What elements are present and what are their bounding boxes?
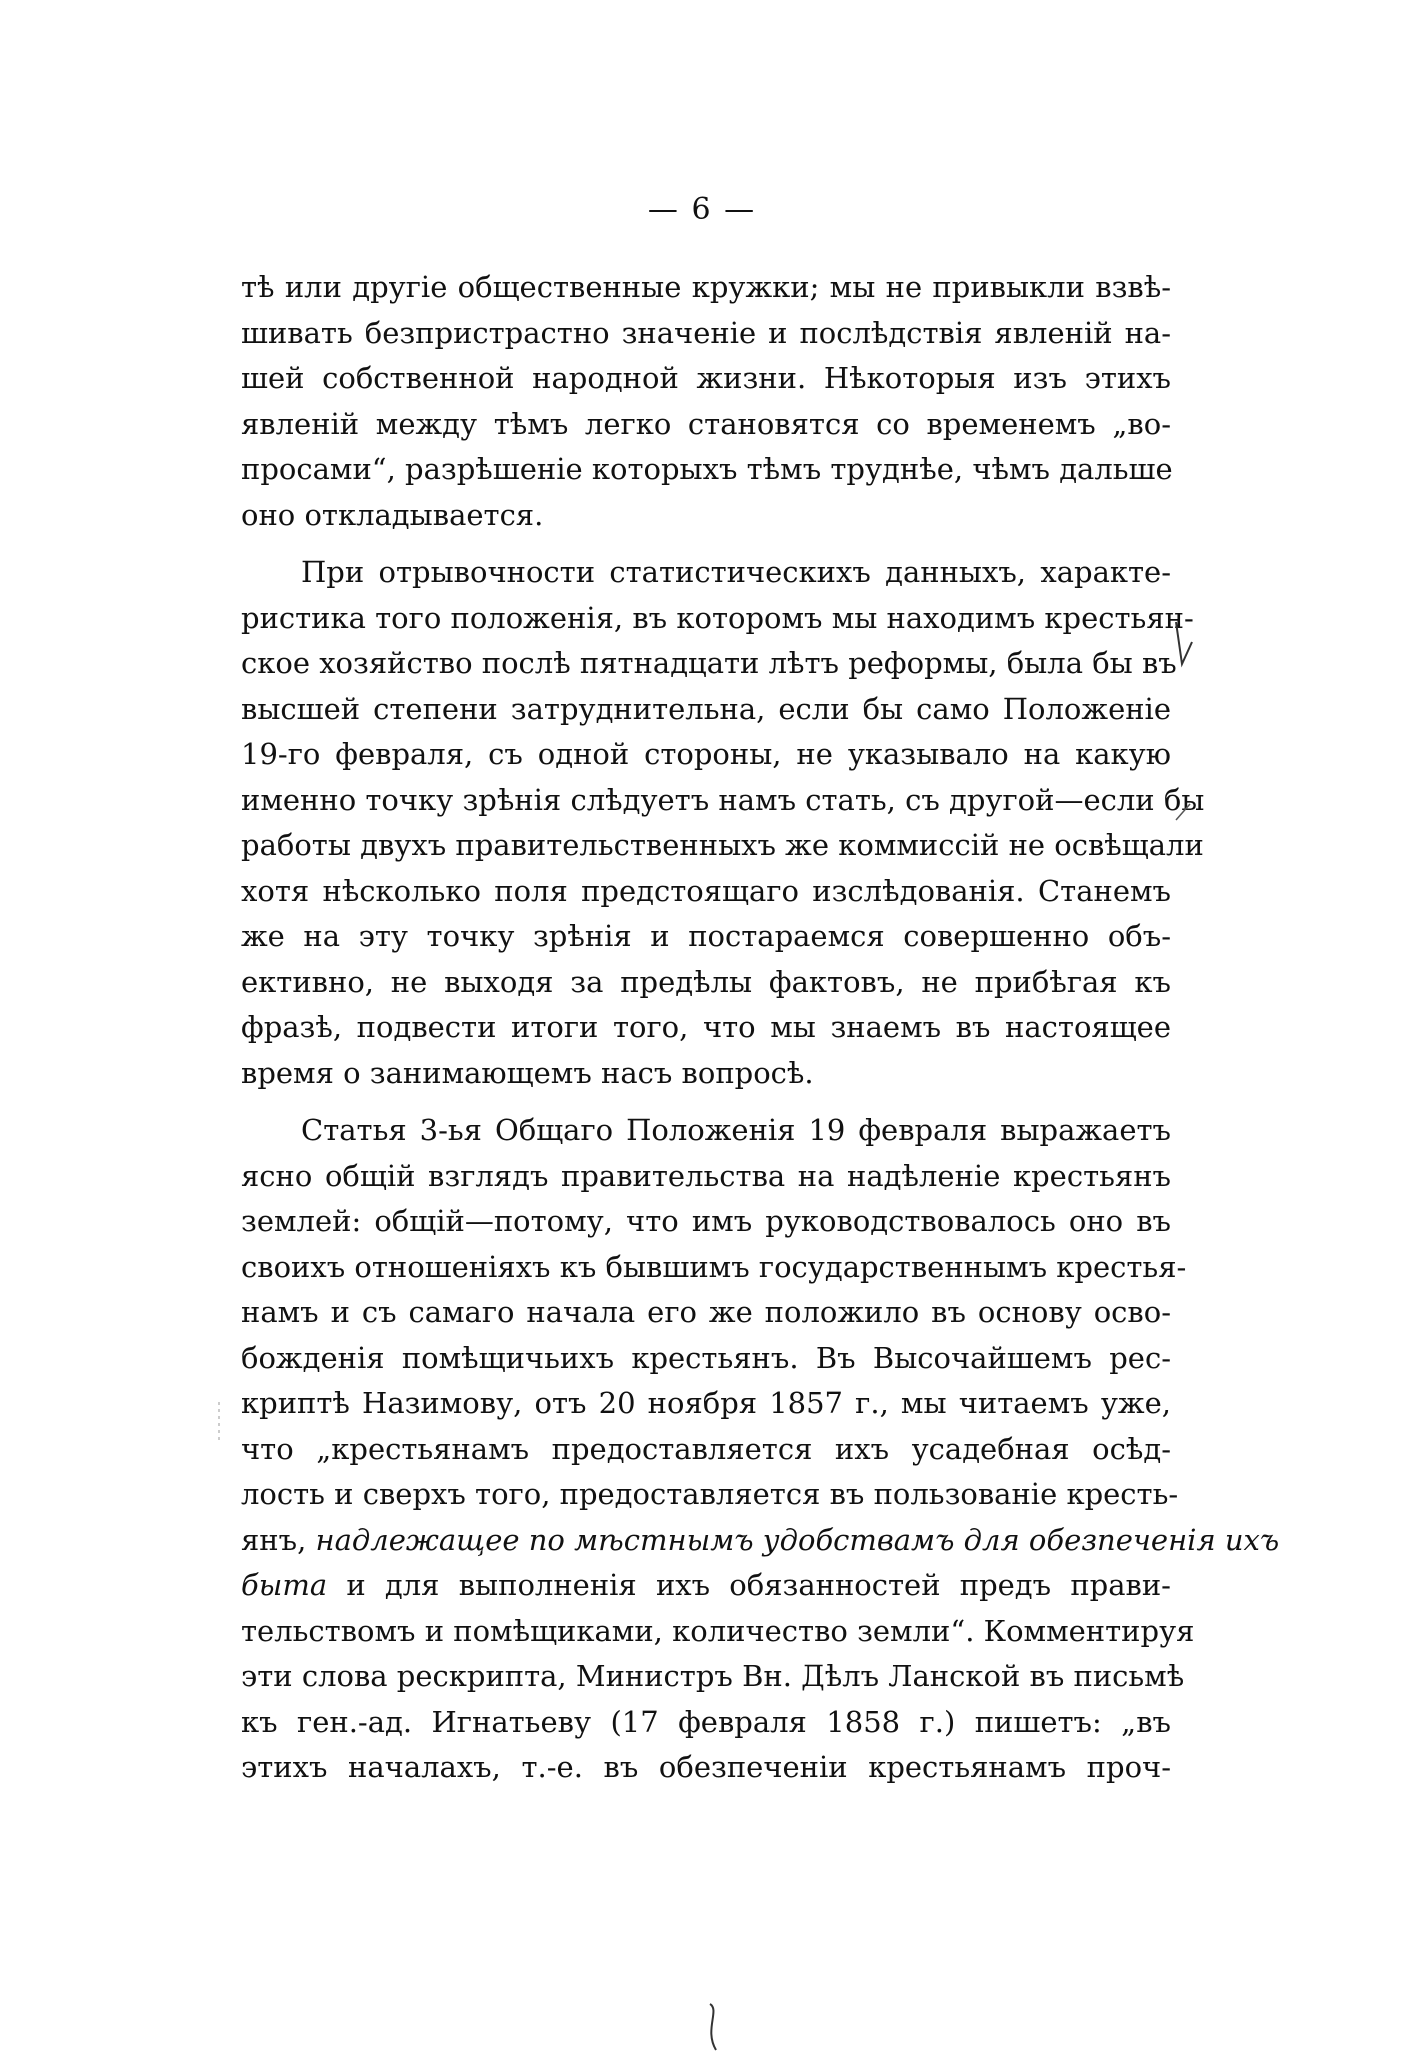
italic-span: надлежащее по мѣстнымъ удобствамъ для обезпеченія ихъ [315,1522,1280,1557]
text-line: ясно общій взглядъ правительства на надѣленіе крестьянъ [241,1158,1171,1193]
text-span: и для выполненія ихъ обязанностей предъ прави- [327,1568,1171,1602]
text-line: же на эту точку зрѣнія и постараемся совершенно объ- [241,919,1171,953]
margin-slash-mark-icon [1172,800,1194,824]
text-line: божденія помѣщичьихъ крестьянъ. Въ Высочайшемъ рес- [241,1340,1171,1375]
pencil-scribble-icon [700,2000,730,2060]
text-line: оно откладывается. [241,497,544,532]
text-line: фразѣ, подвести итоги того, что мы знаемъ въ настоящее [241,1010,1171,1044]
text-line: намъ и съ самаго начала его же положило въ основу осво- [241,1295,1171,1329]
paragraph-1 [241,265,1171,538]
text-line: шивать безпристрастно значеніе и послѣдствія явленій на- [241,315,1171,350]
text-line: эти слова рескрипта, Министръ Вн. Дѣлъ Ланской въ письмѣ [241,1659,1185,1693]
text-line: 19-го февраля, съ одной стороны, не указывало на какую [241,737,1171,771]
text-line: просами“, разрѣшеніе которыхъ тѣмъ труднѣе, чѣмъ дальше [241,452,1173,486]
text-line: Статья 3-ья Общаго Положенія 19 февраля выражаетъ [301,1113,1171,1147]
text-line: ское хозяйство послѣ пятнадцати лѣтъ реформы, была бы въ [241,646,1177,680]
text-line: время о занимающемъ насъ вопросѣ. [241,1055,814,1090]
paragraph-3 [241,1108,1280,1791]
text-line: лость и сверхъ того, предоставляется въ пользованіе кресть- [241,1477,1179,1511]
text-line: работы двухъ правительственныхъ же коммиссій не освѣщали [241,828,1204,862]
page-number: — 6 — [647,192,757,227]
body-text [241,265,1280,1791]
text-line: къ ген.-ад. Игнатьеву (17 февраля 1858 г.) пишетъ: „въ [241,1704,1171,1739]
text-line: этихъ началахъ, т.-е. въ обезпеченіи крестьянамъ проч- [241,1750,1171,1784]
text-line: ективно, не выходя за предѣлы фактовъ, не прибѣгая къ [241,964,1171,999]
text-line: что „крестьянамъ предоставляется ихъ усадебная осѣд- [241,1431,1171,1466]
text-line: своихъ отношеніяхъ къ бывшимъ государственнымъ крестья- [241,1249,1187,1284]
text-span: янъ, [241,1522,316,1557]
italic-span: быта [241,1568,328,1602]
text-line: тельствомъ и помѣщиками, количество земли“. Комментируя [241,1613,1195,1648]
text-line: криптѣ Назимову, отъ 20 ноября 1857 г., мы читаемъ уже, [241,1386,1171,1420]
text-line: именно точку зрѣнія слѣдуетъ намъ стать, съ другой—если бы [241,782,1205,817]
margin-tick-mark-icon [214,1400,224,1444]
text-line: землей: общій—потому, что имъ руководствовалось оно въ [241,1204,1171,1238]
text-line: При отрывочности статистическихъ данныхъ, характе- [301,555,1171,589]
text-line: ристика того положенія, въ которомъ мы находимъ крестьян- [241,600,1194,635]
text-line-mixed [241,1518,1280,1564]
text-line-mixed [241,1563,1171,1609]
paragraph-2 [241,550,1205,1096]
text-line: тѣ или другіе общественные кружки; мы не привыкли взвѣ- [241,270,1171,304]
text-line: явленій между тѣмъ легко становятся со временемъ „во- [241,406,1171,441]
text-line: хотя нѣсколько поля предстоящаго изслѣдованія. Станемъ [241,873,1171,908]
text-line: шей собственной народной жизни. Нѣкоторыя изъ этихъ [241,361,1171,395]
text-line: высшей степени затруднительна, если бы само Положеніе [241,691,1171,726]
margin-pencil-mark-icon [1172,620,1196,670]
